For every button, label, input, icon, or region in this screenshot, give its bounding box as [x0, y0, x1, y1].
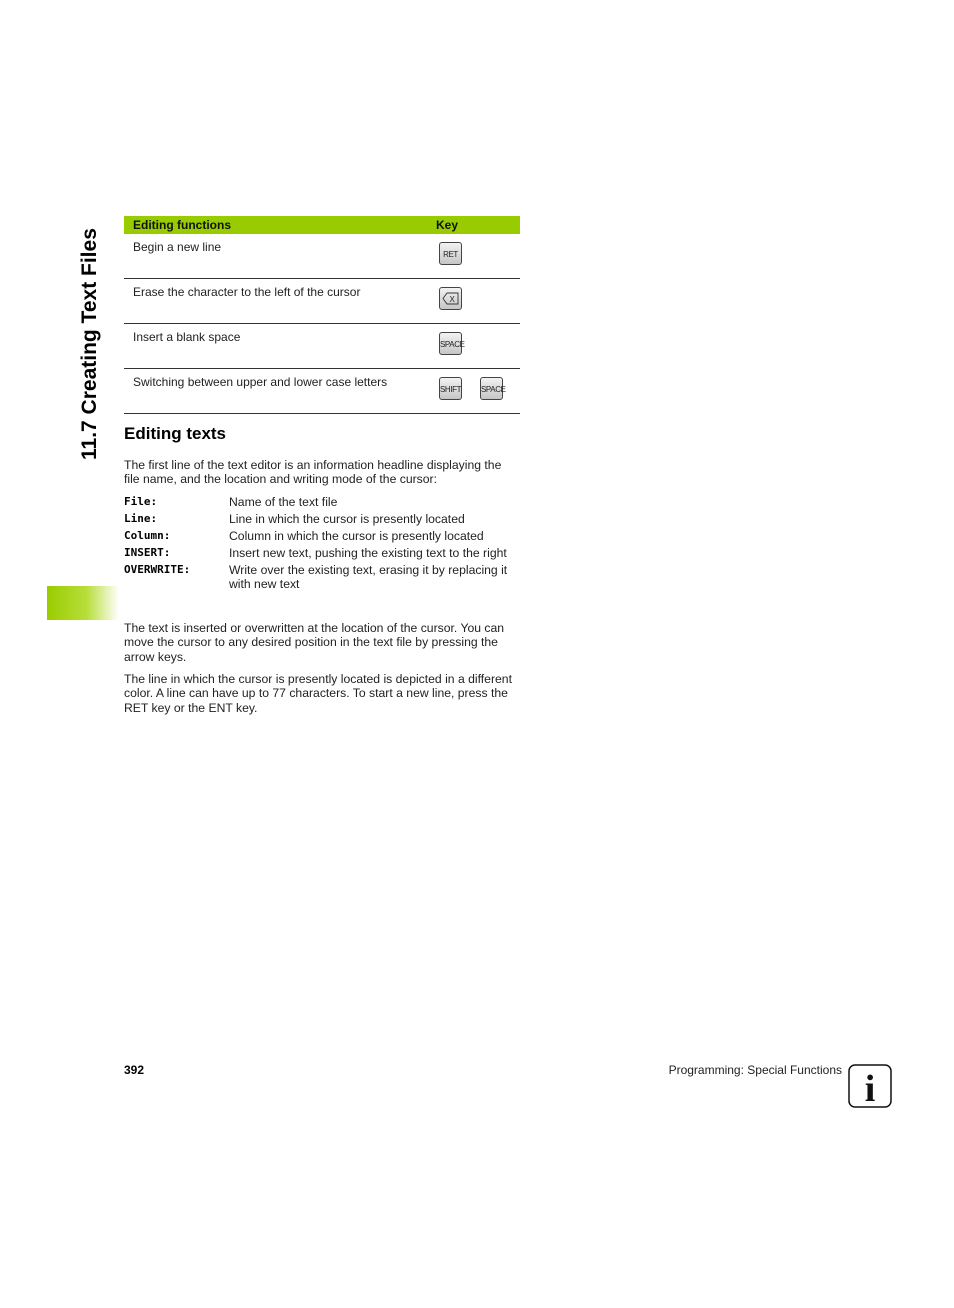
chapter-side-title: 11.7 Creating Text Files	[78, 228, 101, 460]
definition-term: OVERWRITE:	[124, 563, 191, 576]
definition-term: File:	[124, 495, 158, 508]
table-row	[124, 324, 520, 369]
ret-key-icon: RET	[439, 242, 462, 265]
function-label: Insert a blank space	[124, 324, 427, 369]
definition-row	[124, 529, 520, 543]
editing-functions-table	[124, 216, 520, 414]
definition-term: Column:	[124, 529, 171, 542]
backspace-key-icon	[439, 287, 462, 310]
definition-row	[124, 495, 520, 509]
definition-desc: Name of the text file	[229, 495, 338, 509]
definition-desc: Line in which the cursor is presently located	[229, 512, 465, 526]
definition-desc: Write over the existing text, erasing it by replacing it with new text	[229, 563, 508, 592]
backspace-key-label: X	[449, 295, 455, 304]
definition-desc: Insert new text, pushing the existing text to the right	[229, 546, 507, 560]
section-heading: Editing texts	[124, 424, 227, 443]
headline-definitions	[124, 495, 520, 594]
shift-key-icon: SHIFT	[439, 377, 462, 400]
chapter-tab-marker	[47, 586, 119, 620]
svg-text:i: i	[864, 1068, 876, 1108]
function-label: Switching between upper and lower case letters	[124, 369, 427, 414]
cursor-paragraph: The text is inserted or overwritten at the location of the cursor. You can move the cursor to any desired position in the text file by pressing the arrow keys.	[124, 621, 505, 664]
definition-term: Line:	[124, 512, 158, 525]
column-header-key: Key	[427, 216, 520, 234]
function-label: Erase the character to the left of the cursor	[124, 279, 427, 324]
intro-paragraph: The first line of the text editor is an information headline displaying the file name, and the location and writing mode of the cursor:	[124, 458, 502, 487]
info-icon	[848, 1064, 892, 1108]
definition-term: INSERT:	[124, 546, 171, 559]
table-row	[124, 369, 520, 414]
function-label: Begin a new line	[124, 234, 427, 279]
page-number: 392	[124, 1063, 145, 1077]
space-key-icon: SPACE	[439, 332, 462, 355]
table-row	[124, 279, 520, 324]
definition-row	[124, 563, 520, 592]
definition-row	[124, 512, 520, 526]
column-header-functions: Editing functions	[124, 216, 427, 234]
definition-desc: Column in which the cursor is presently located	[229, 529, 484, 543]
line-color-paragraph: The line in which the cursor is presently located is depicted in a different color. A line can have up to 77 characters. To start a new line, press the RET key or the ENT key.	[124, 672, 512, 715]
chapter-footer: Programming: Special Functions	[668, 1063, 842, 1077]
space-key-icon: SPACE	[480, 377, 503, 400]
definition-row	[124, 546, 520, 560]
table-row	[124, 234, 520, 279]
